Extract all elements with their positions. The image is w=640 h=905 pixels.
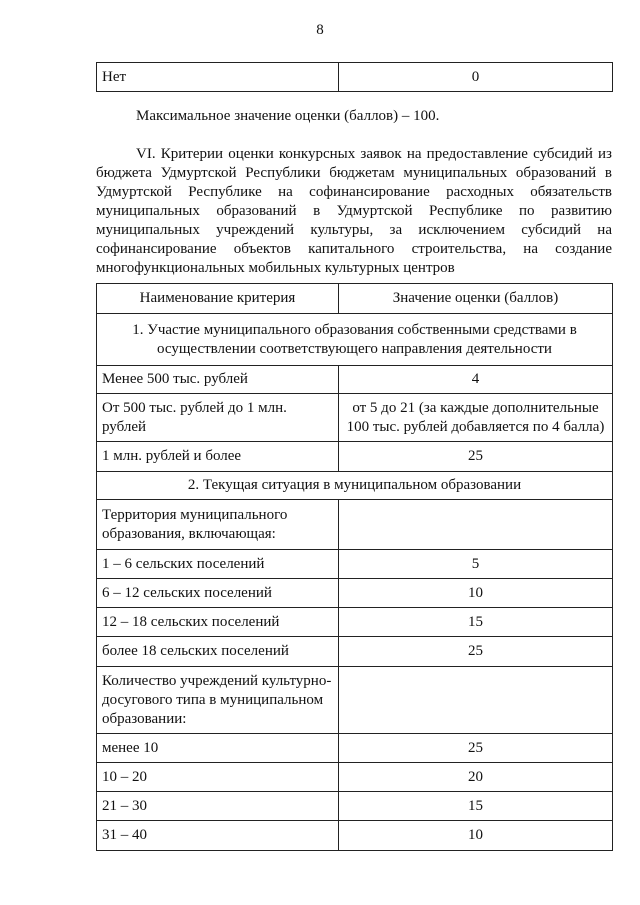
section-heading-line: Удмуртской Республике на софинансирование расходных обязательств bbox=[96, 184, 612, 200]
table-row bbox=[97, 550, 613, 579]
table-row bbox=[97, 608, 613, 637]
criterion-label: менее 10 bbox=[97, 734, 339, 763]
table-row bbox=[97, 442, 613, 472]
table-row bbox=[97, 579, 613, 608]
criterion-label: От 500 тыс. рублей до 1 млн. рублей bbox=[97, 394, 339, 442]
criterion-value: 25 bbox=[339, 637, 613, 667]
criterion-label: 1 – 6 сельских поселений bbox=[97, 550, 339, 579]
table-row bbox=[97, 637, 613, 667]
criterion-value bbox=[339, 500, 613, 550]
table-row bbox=[97, 821, 613, 851]
criterion-label: Количество учреждений культурно-досугового типа в муниципальном образовании: bbox=[97, 667, 339, 734]
table-row bbox=[97, 763, 613, 792]
section-heading-line: муниципальных учреждений культуры, за исключением субсидий на bbox=[96, 222, 612, 238]
criterion-value bbox=[339, 667, 613, 734]
criterion-value: 15 bbox=[339, 608, 613, 637]
criterion-value: 25 bbox=[339, 442, 613, 472]
section-heading bbox=[96, 145, 612, 278]
criterion-label: Территория муниципального образования, включающая: bbox=[97, 500, 339, 550]
section-title-cell: 1. Участие муниципального образования собственными средствами в осуществлении соответствующего направления деятельности bbox=[97, 314, 613, 366]
criterion-label: 21 – 30 bbox=[97, 792, 339, 821]
section-heading-line: бюджета Удмуртской Республики бюджетам муниципальных образований в bbox=[96, 165, 612, 181]
table-row bbox=[97, 667, 613, 734]
criterion-label: более 18 сельских поселений bbox=[97, 637, 339, 667]
criterion-value: 20 bbox=[339, 763, 613, 792]
section-title-cell: 2. Текущая ситуация в муниципальном образовании bbox=[97, 472, 613, 500]
section-heading-line: VI. Критерии оценки конкурсных заявок на предоставление субсидий из bbox=[136, 146, 612, 162]
section-heading-line: софинансирование объектов капитального строительства, на создание bbox=[96, 241, 612, 257]
max-score-text: Максимальное значение оценки (баллов) – 100. bbox=[136, 108, 440, 124]
criterion-value: 10 bbox=[339, 579, 613, 608]
top-table-fragment bbox=[96, 62, 613, 92]
section-heading-line: многофункциональных мобильных культурных центров bbox=[96, 260, 455, 276]
criterion-label: 31 – 40 bbox=[97, 821, 339, 851]
criterion-label: 1 млн. рублей и более bbox=[97, 442, 339, 472]
table-row bbox=[97, 734, 613, 763]
table-section-row bbox=[97, 472, 613, 500]
criterion-value: 5 bbox=[339, 550, 613, 579]
table-row bbox=[97, 366, 613, 394]
criterion-label: Нет bbox=[97, 63, 339, 92]
column-header-criterion: Наименование критерия bbox=[97, 284, 339, 314]
section-heading-line: муниципальных образований в Удмуртской Республике по развитию bbox=[96, 203, 612, 219]
table-row bbox=[97, 500, 613, 550]
table-header-row bbox=[97, 284, 613, 314]
criterion-label: Менее 500 тыс. рублей bbox=[97, 366, 339, 394]
criterion-value: 25 bbox=[339, 734, 613, 763]
criterion-value: 4 bbox=[339, 366, 613, 394]
criterion-label: 12 – 18 сельских поселений bbox=[97, 608, 339, 637]
criteria-table bbox=[96, 283, 613, 851]
column-header-score: Значение оценки (баллов) bbox=[339, 284, 613, 314]
page-number: 8 bbox=[316, 22, 324, 38]
criterion-label: 10 – 20 bbox=[97, 763, 339, 792]
criterion-value: 0 bbox=[339, 63, 613, 92]
criterion-value: 10 bbox=[339, 821, 613, 851]
table-row bbox=[97, 394, 613, 442]
table-row bbox=[97, 63, 613, 92]
table-section-row bbox=[97, 314, 613, 366]
criterion-value: от 5 до 21 (за каждые дополнительные 100 тыс. рублей добавляется по 4 балла) bbox=[339, 394, 613, 442]
table-row bbox=[97, 792, 613, 821]
criterion-label: 6 – 12 сельских поселений bbox=[97, 579, 339, 608]
criterion-value: 15 bbox=[339, 792, 613, 821]
